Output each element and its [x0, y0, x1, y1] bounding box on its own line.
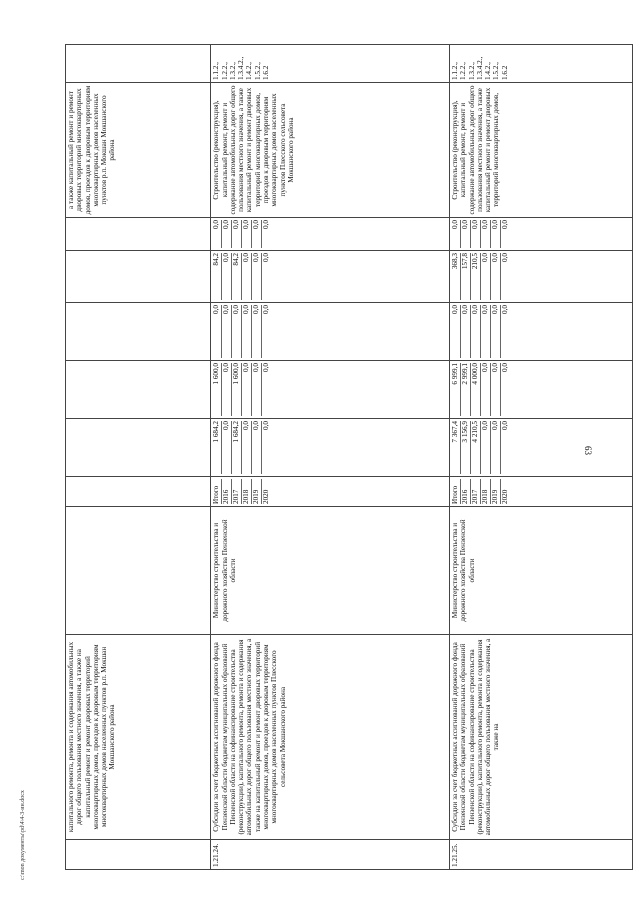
table-row [450, 45, 633, 870]
row-codes: 1.1.2., 1.2.2., 1.3.2., 1.3.4.2., 1.4.2., 1.5.2., 1.6.2 [211, 45, 450, 83]
row-years: Итого 2016 2017 2018 2019 2020 [211, 477, 450, 507]
row-total: 7 367,4 3 156,9 4 210,5 0,0 0,0 0,0 [450, 419, 633, 477]
row-total [66, 419, 211, 477]
row-other: 0,0 0,0 0,0 0,0 0,0 0,0 [450, 218, 633, 251]
row-executor: Министерство строительства и дорожного хозяйства Пензенской области [211, 507, 450, 635]
row-regional [66, 361, 211, 419]
row-codes: 1.1.2., 1.2.2., 1.3.2., 1.3.4.2., 1.4.2., 1.5.2., 1.6.2 [450, 45, 633, 83]
row-result: а также капитальный ремонт и ремонт дворовых территорий многоквартирных домов, проездов к дворовым территориям многоквартирных домов населенных пунктов р.п. Мокшан Мокшанского района [66, 83, 211, 218]
row-description: капитального ремонта, ремонта и содержания автомобильных дорог общего пользования местного значения, а также на капитальный ремонт и ремонт дворовых территорий многоквартирных домов, проездов к дворовым территориям многоквартирных домов населенных пунктов р.п. Мокшан Мокшанского района [66, 635, 211, 840]
row-executor [66, 507, 211, 635]
row-federal [66, 303, 211, 361]
row-local: 84,2 0,0 84,2 0,0 0,0 0,0 [211, 251, 450, 303]
row-result: Строительство (реконструкция), капитальный ремонт, ремонт и содержание автомобильных дорог общего пользования местного значения, а также капитальный ремонт и ремонт дворовых территорий многоквартирных домов, [450, 83, 633, 218]
row-codes [66, 45, 211, 83]
table-row [211, 45, 450, 870]
rotated-table-container [65, 56, 633, 870]
row-other: 0,0 0,0 0,0 0,0 0,0 0,0 [211, 218, 450, 251]
row-federal: 0,0 0,0 0,0 0,0 0,0 0,0 [211, 303, 450, 361]
file-path-footer: c:\mon документы\pd\4\4-3-ин.docx [20, 790, 26, 880]
row-regional: 6 999,1 2 999,1 4 000,0 0,0 0,0 0,0 [450, 361, 633, 419]
row-result: Строительство (реконструкция), капитальный ремонт, ремонт и содержание автомобильных дорог общего пользования местного значения, а также капитальный ремонт и ремонт дворовых территорий многоквартирных домов, проездов к дворовым территориям многоквартирных домов населенных пунктов Плесского сельсовета Мокшанского района [211, 83, 450, 218]
row-local: 368,3 157,8 210,5 0,0 0,0 0,0 [450, 251, 633, 303]
row-description: Субсидии за счет бюджетных ассигнований дорожного фонда Пензенской области бюджетам муниципальных образований Пензенской области на софинансирование строительства (реконструкции), капитального ремонта, ремонта и содержания автомобильных дорог общего пользования местного значения, а также на [450, 635, 633, 840]
row-local [66, 251, 211, 303]
row-id: 1.21.24. [211, 840, 450, 870]
row-id: 1.21.25. [450, 840, 633, 870]
row-years: Итого 2016 2017 2018 2019 2020 [450, 477, 633, 507]
row-executor: Министерство строительства и дорожного хозяйства Пензенской области [450, 507, 633, 635]
program-table [65, 44, 633, 870]
row-regional: 1 600,0 0,0 1 600,0 0,0 0,0 0,0 [211, 361, 450, 419]
row-description: Субсидии за счет бюджетных ассигнований дорожного фонда Пензенской области бюджетам муниципальных образований Пензенской области на софинансирование строительства (реконструкции), капитального ремонта, ремонта и содержания автомобильных дорог общего пользования местного значения, а также на капитальный ремонт и ремонт дворовых территорий многоквартирных домов, проездов к дворовым территориям многоквартирных домов населенных пунктов Плесского сельсовета Мокшанского района [211, 635, 450, 840]
row-total: 1 684,2 0,0 1 684,2 0,0 0,0 0,0 [211, 419, 450, 477]
row-other [66, 218, 211, 251]
table-row [66, 45, 211, 870]
row-id [66, 840, 211, 870]
row-federal: 0,0 0,0 0,0 0,0 0,0 0,0 [450, 303, 633, 361]
row-years [66, 477, 211, 507]
page-number: 63 [583, 446, 593, 455]
